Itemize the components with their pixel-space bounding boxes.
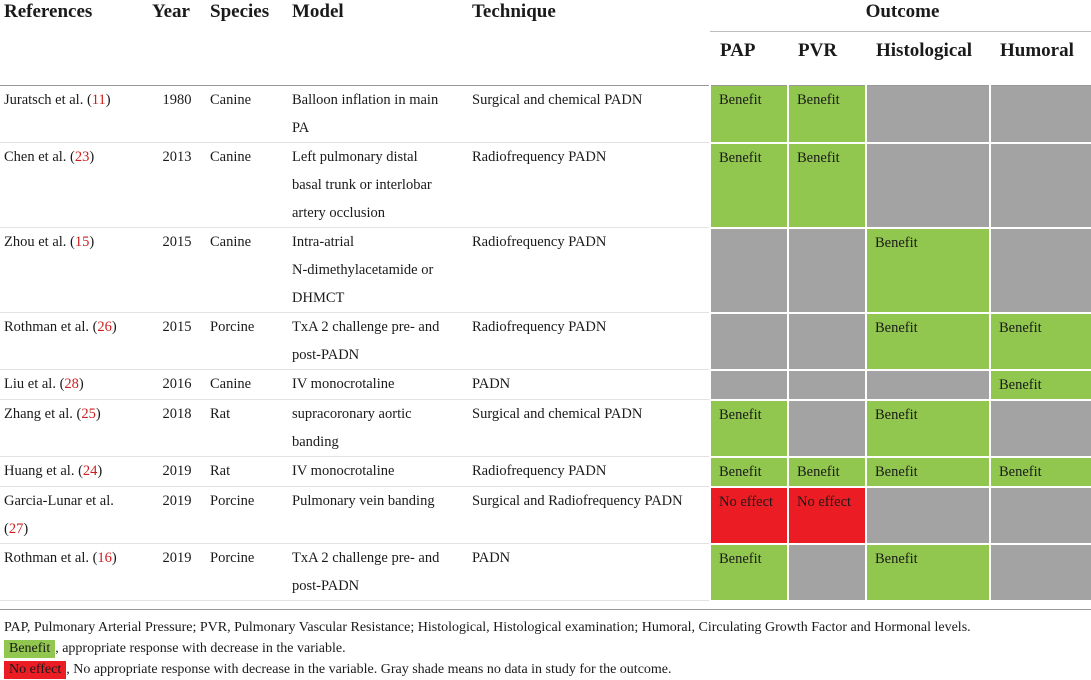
year-cell: 2015 xyxy=(148,228,206,313)
reference-author: Juratsch et al. ( xyxy=(4,92,92,108)
reference-number: 15 xyxy=(74,234,90,250)
outcome-pap-cell: Benefit xyxy=(710,544,788,601)
model-cell xyxy=(288,487,468,544)
model-line: IV monocrotaline xyxy=(292,376,395,392)
table-row xyxy=(0,457,1091,487)
reference-cell xyxy=(0,313,148,370)
model-cell xyxy=(288,400,468,457)
reference-cell xyxy=(0,544,148,601)
model-line: TxA 2 challenge pre- and xyxy=(292,319,440,335)
table-row xyxy=(0,544,1091,601)
reference-number: 11 xyxy=(91,92,106,108)
reference-author: Chen et al. ( xyxy=(4,149,75,165)
model-line: PA xyxy=(292,120,310,136)
model-line: post-PADN xyxy=(292,347,360,363)
outcome-humoral-cell xyxy=(990,400,1091,457)
reference-author: Zhang et al. ( xyxy=(4,406,82,422)
model-line: basal trunk or interlobar xyxy=(292,177,432,193)
outcome-pvr-cell: No effect xyxy=(788,487,866,544)
outcome-pvr-cell xyxy=(788,313,866,370)
outcome-pvr-cell: Benefit xyxy=(788,457,866,487)
technique-cell: Radiofrequency PADN xyxy=(468,457,710,487)
reference-cell xyxy=(0,86,148,143)
outcome-pvr-cell xyxy=(788,400,866,457)
header-row xyxy=(0,0,1091,32)
header-outcome: Outcome xyxy=(710,0,1091,32)
reference-author: Huang et al. ( xyxy=(4,463,83,479)
species-cell: Canine xyxy=(206,86,288,143)
reference-paren: ) xyxy=(111,550,117,566)
technique-cell: Surgical and chemical PADN xyxy=(468,400,710,457)
outcome-pvr-cell: Benefit xyxy=(788,86,866,143)
technique-cell: Radiofrequency PADN xyxy=(468,228,710,313)
table-row xyxy=(0,313,1091,370)
reference-paren: ) xyxy=(97,463,103,479)
reference-cell xyxy=(0,143,148,228)
model-line: post-PADN xyxy=(292,578,360,594)
reference-paren: ) xyxy=(89,234,95,250)
model-line: IV monocrotaline xyxy=(292,463,395,479)
reference-author: Garcia-Lunar et al. xyxy=(4,493,114,509)
reference-cell xyxy=(0,457,148,487)
noeffect-legend-text: , No appropriate response with decrease in the variable. Gray shade means no data in study for the outcome. xyxy=(66,662,672,677)
noeffect-swatch: No effect xyxy=(4,661,66,679)
outcome-histological-cell xyxy=(866,86,990,143)
outcome-histological-cell: Benefit xyxy=(866,457,990,487)
outcome-pvr-cell xyxy=(788,544,866,601)
outcome-histological-cell xyxy=(866,370,990,400)
model-line: N-dimethylacetamide or xyxy=(292,262,434,278)
model-line: Balloon inflation in main xyxy=(292,92,439,108)
outcome-humoral-cell: Benefit xyxy=(990,313,1091,370)
technique-cell: Radiofrequency PADN xyxy=(468,313,710,370)
model-line: Left pulmonary distal xyxy=(292,149,418,165)
reference-cell xyxy=(0,487,148,544)
model-cell xyxy=(288,370,468,400)
header-species: Species xyxy=(210,1,270,22)
model-cell xyxy=(288,313,468,370)
outcome-humoral-cell xyxy=(990,544,1091,601)
header-references: References xyxy=(4,1,93,22)
model-cell xyxy=(288,228,468,313)
outcome-pap-cell xyxy=(710,228,788,313)
benefit-legend xyxy=(0,638,1091,659)
reference-cell xyxy=(0,228,148,313)
outcome-pvr-cell: Benefit xyxy=(788,143,866,228)
technique-cell: Radiofrequency PADN xyxy=(468,143,710,228)
reference-author: Rothman et al. ( xyxy=(4,550,98,566)
reference-paren: ) xyxy=(105,92,111,108)
outcome-pap-cell: Benefit xyxy=(710,457,788,487)
reference-paren: ) xyxy=(23,521,29,537)
model-line: artery occlusion xyxy=(292,205,386,221)
technique-cell: Surgical and chemical PADN xyxy=(468,86,710,143)
outcome-humoral-cell: Benefit xyxy=(990,370,1091,400)
outcome-humoral-cell xyxy=(990,143,1091,228)
outcome-pap-cell: Benefit xyxy=(710,400,788,457)
header-pap: PAP xyxy=(720,40,756,61)
outcome-pvr-cell xyxy=(788,228,866,313)
reference-paren: ) xyxy=(95,406,101,422)
outcome-histological-cell xyxy=(866,487,990,544)
year-cell: 2019 xyxy=(148,544,206,601)
outcome-histological-cell xyxy=(866,143,990,228)
reference-number: 23 xyxy=(74,149,90,165)
table-row xyxy=(0,487,1091,544)
reference-number: 25 xyxy=(81,406,96,422)
species-cell: Canine xyxy=(206,228,288,313)
header-technique: Technique xyxy=(472,1,556,22)
model-cell xyxy=(288,544,468,601)
table-row xyxy=(0,143,1091,228)
year-cell: 2016 xyxy=(148,370,206,400)
technique-cell: PADN xyxy=(468,370,710,400)
reference-number: 24 xyxy=(82,463,98,479)
species-cell: Rat xyxy=(206,457,288,487)
outcome-histological-cell: Benefit xyxy=(866,313,990,370)
table-row xyxy=(0,228,1091,313)
reference-author: Zhou et al. ( xyxy=(4,234,75,250)
benefit-swatch: Benefit xyxy=(4,640,55,658)
reference-number: 16 xyxy=(97,550,112,566)
model-cell xyxy=(288,143,468,228)
year-cell: 2013 xyxy=(148,143,206,228)
outcome-humoral-cell xyxy=(990,228,1091,313)
model-line: Pulmonary vein banding xyxy=(292,493,435,509)
outcome-pvr-cell xyxy=(788,370,866,400)
outcome-histological-cell: Benefit xyxy=(866,400,990,457)
abbreviations-note: PAP, Pulmonary Arterial Pressure; PVR, Pulmonary Vascular Resistance; Histological, Histological examination; Humoral, Circulating Growth Factor and Hormonal levels. xyxy=(4,620,971,635)
reference-paren: ( xyxy=(4,521,9,537)
technique-cell: PADN xyxy=(468,544,710,601)
outcome-pap-cell: No effect xyxy=(710,487,788,544)
year-cell: 1980 xyxy=(148,86,206,143)
reference-paren: ) xyxy=(78,376,84,392)
reference-paren: ) xyxy=(89,149,95,165)
species-cell: Porcine xyxy=(206,487,288,544)
reference-cell xyxy=(0,370,148,400)
outcome-humoral-cell xyxy=(990,487,1091,544)
header-humoral: Humoral xyxy=(1000,40,1074,61)
year-cell: 2018 xyxy=(148,400,206,457)
reference-number: 26 xyxy=(97,319,112,335)
model-line: TxA 2 challenge pre- and xyxy=(292,550,440,566)
header-pvr: PVR xyxy=(798,40,838,61)
header-histological: Histological xyxy=(876,40,973,61)
outcome-pap-cell: Benefit xyxy=(710,86,788,143)
subheader-row xyxy=(0,32,1091,86)
outcome-humoral-cell xyxy=(990,86,1091,143)
table-body xyxy=(0,86,1091,601)
model-line: DHMCT xyxy=(292,290,345,306)
outcome-pap-cell xyxy=(710,370,788,400)
header-model: Model xyxy=(292,1,344,22)
model-line: supracoronary aortic xyxy=(292,406,412,422)
reference-author: Liu et al. ( xyxy=(4,376,65,392)
reference-author: Rothman et al. ( xyxy=(4,319,98,335)
species-cell: Canine xyxy=(206,370,288,400)
reference-number: 28 xyxy=(64,376,79,392)
reference-paren: ) xyxy=(111,319,117,335)
model-cell xyxy=(288,86,468,143)
year-cell: 2019 xyxy=(148,487,206,544)
outcome-pap-cell xyxy=(710,313,788,370)
model-cell xyxy=(288,457,468,487)
reference-number: 27 xyxy=(8,521,24,537)
year-cell: 2015 xyxy=(148,313,206,370)
table-row xyxy=(0,370,1091,400)
table-row xyxy=(0,86,1091,143)
species-cell: Canine xyxy=(206,143,288,228)
benefit-legend-text: , appropriate response with decrease in the variable. xyxy=(55,641,346,656)
technique-cell: Surgical and Radiofrequency PADN xyxy=(468,487,710,544)
header-year: Year xyxy=(152,1,190,22)
table-footnotes xyxy=(0,609,1091,680)
species-cell: Porcine xyxy=(206,313,288,370)
reference-cell xyxy=(0,400,148,457)
outcome-pap-cell: Benefit xyxy=(710,143,788,228)
species-cell: Rat xyxy=(206,400,288,457)
outcome-histological-cell: Benefit xyxy=(866,228,990,313)
noeffect-legend xyxy=(0,659,1091,680)
species-cell: Porcine xyxy=(206,544,288,601)
outcome-humoral-cell: Benefit xyxy=(990,457,1091,487)
model-line: Intra-atrial xyxy=(292,234,354,250)
year-cell: 2019 xyxy=(148,457,206,487)
model-line: banding xyxy=(292,434,339,450)
outcome-histological-cell: Benefit xyxy=(866,544,990,601)
table-row xyxy=(0,400,1091,457)
